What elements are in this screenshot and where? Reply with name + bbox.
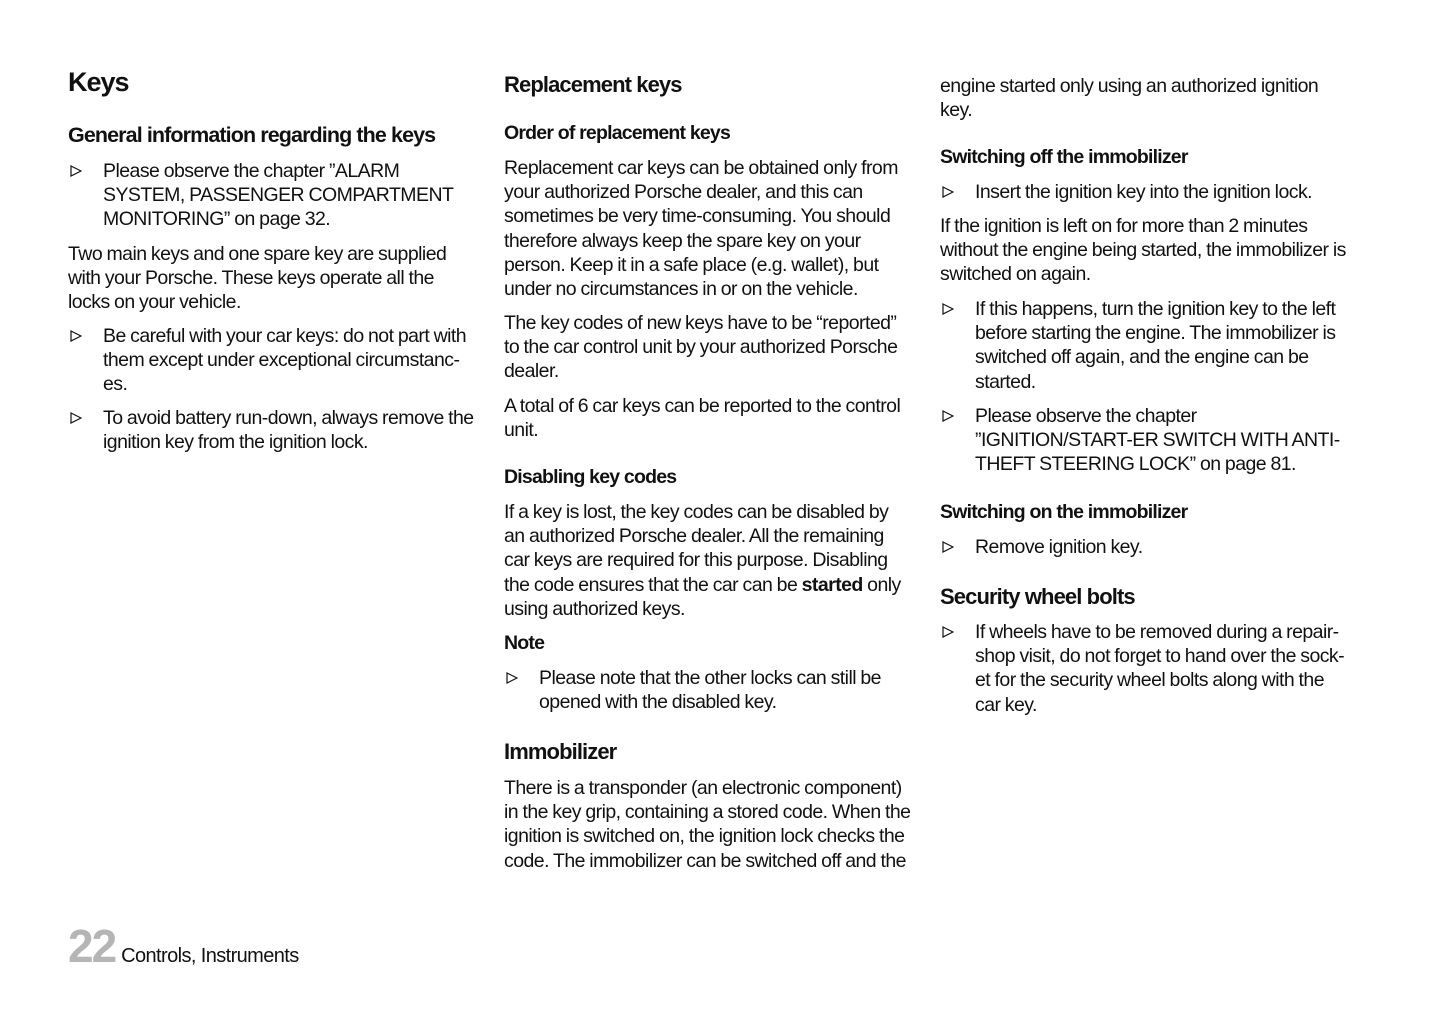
section-heading-replacement-keys: Replacement keys <box>504 72 682 97</box>
bullet-text: Remove ignition key. <box>975 536 1143 558</box>
bullet-text: To avoid battery run-down, always remove the ignition key from the ignition lock. <box>103 407 474 454</box>
bullet-other-locks <box>504 666 914 714</box>
bullet-text: Please note that the other locks can still be opened with the disabled key. <box>539 667 881 714</box>
section-heading-immobilizer: Immobilizer <box>504 739 617 764</box>
bullet-triangle-icon <box>942 541 954 553</box>
paragraph-total-keys: A total of 6 car keys can be reported to the control unit. <box>504 395 901 442</box>
page-title: Keys <box>68 67 129 97</box>
paragraph-keys-supplied: Two main keys and one spare key are supplied with your Porsche. These keys operate all the locks on your vehicle. <box>68 243 447 314</box>
bullet-text: Insert the ignition key into the ignition lock. <box>975 181 1313 203</box>
subheading-note: Note <box>504 632 545 654</box>
subheading-disabling-key-codes: Disabling key codes <box>504 466 677 488</box>
subheading-order-replacement-keys: Order of replacement keys <box>504 122 731 144</box>
paragraph-immobilizer-continued: engine started only using an authorized ignition key. <box>940 75 1319 122</box>
bullet-text: If wheels have to be removed during a repair-shop visit, do not forget to hand over the sock-et for the security wheel bolts along with the car key. <box>975 621 1345 716</box>
bullet-wheel-bolt-socket <box>940 620 1350 717</box>
page-footer <box>68 922 299 970</box>
bullet-text: Be careful with your car keys: do not part with them except under exceptional circumstanc-es. <box>103 325 467 396</box>
bullet-battery-rundown <box>68 406 478 454</box>
chapter-name: Controls, Instruments <box>121 945 299 967</box>
emphasis-started: started <box>801 573 863 596</box>
paragraph-ignition-timeout: If the ignition is left on for more than 2 minutes without the engine being started, the immobilizer is switched on again. <box>940 215 1346 286</box>
bullet-triangle-icon <box>70 330 82 342</box>
paragraph-order-replacement: Replacement car keys can be obtained only from your authorized Porsche dealer, and this can sometimes be very time-consuming. You should therefore always keep the spare key on your person. Keep it in a safe place (e.g. wallet), but under no circumstances in or on the vehicle. <box>504 157 898 301</box>
bullet-triangle-icon <box>70 165 82 177</box>
bullet-triangle-icon <box>942 303 954 315</box>
bullet-text: Please observe the chapter ”IGNITION/START-ER SWITCH WITH ANTI-THEFT STEERING LOCK” on page 81. <box>975 405 1340 476</box>
bullet-remove-key <box>940 535 1355 559</box>
bullet-insert-key <box>940 180 1355 204</box>
section-heading-general-information: General information regarding the keys <box>68 123 436 147</box>
bullet-alarm-system <box>68 159 478 232</box>
page-number: 22 <box>68 920 116 972</box>
bullet-careful-keys <box>68 324 478 397</box>
paragraph-disabling-key-codes <box>504 500 909 621</box>
subheading-switching-off-immobilizer: Switching off the immobilizer <box>940 146 1188 168</box>
bullet-ignition-starter-chapter <box>940 404 1350 477</box>
text-run: only using authorized keys. <box>504 573 901 620</box>
bullet-triangle-icon <box>942 626 954 638</box>
bullet-turn-key-left <box>940 297 1350 394</box>
subheading-switching-on-immobilizer: Switching on the immobilizer <box>940 501 1188 523</box>
bullet-text: If this happens, turn the ignition key to the left before starting the engine. The immobilizer is switched off again, and the engine can be started. <box>975 298 1336 393</box>
bullet-text: Please observe the chapter ”ALARM SYSTEM, PASSENGER COMPARTMENT MONITORING” on page 32. <box>103 160 453 231</box>
bullet-triangle-icon <box>506 672 518 684</box>
paragraph-key-codes-reported: The key codes of new keys have to be “reported” to the car control unit by your authorized Porsche dealer. <box>504 312 898 383</box>
bullet-triangle-icon <box>942 186 954 198</box>
paragraph-immobilizer: There is a transponder (an electronic component) in the key grip, containing a stored code. When the ignition is switched on, the ignition lock checks the code. The immobilizer can be switched off and the <box>504 777 911 872</box>
section-heading-security-wheel-bolts: Security wheel bolts <box>940 584 1135 609</box>
text-run: If a key is lost, the key codes can be disabled by an authorized Porsche dealer. All the remaining car keys are required for this purpose. Disabling the code ensures that the car can be <box>504 501 889 596</box>
bullet-triangle-icon <box>70 412 82 424</box>
bullet-triangle-icon <box>942 410 954 422</box>
